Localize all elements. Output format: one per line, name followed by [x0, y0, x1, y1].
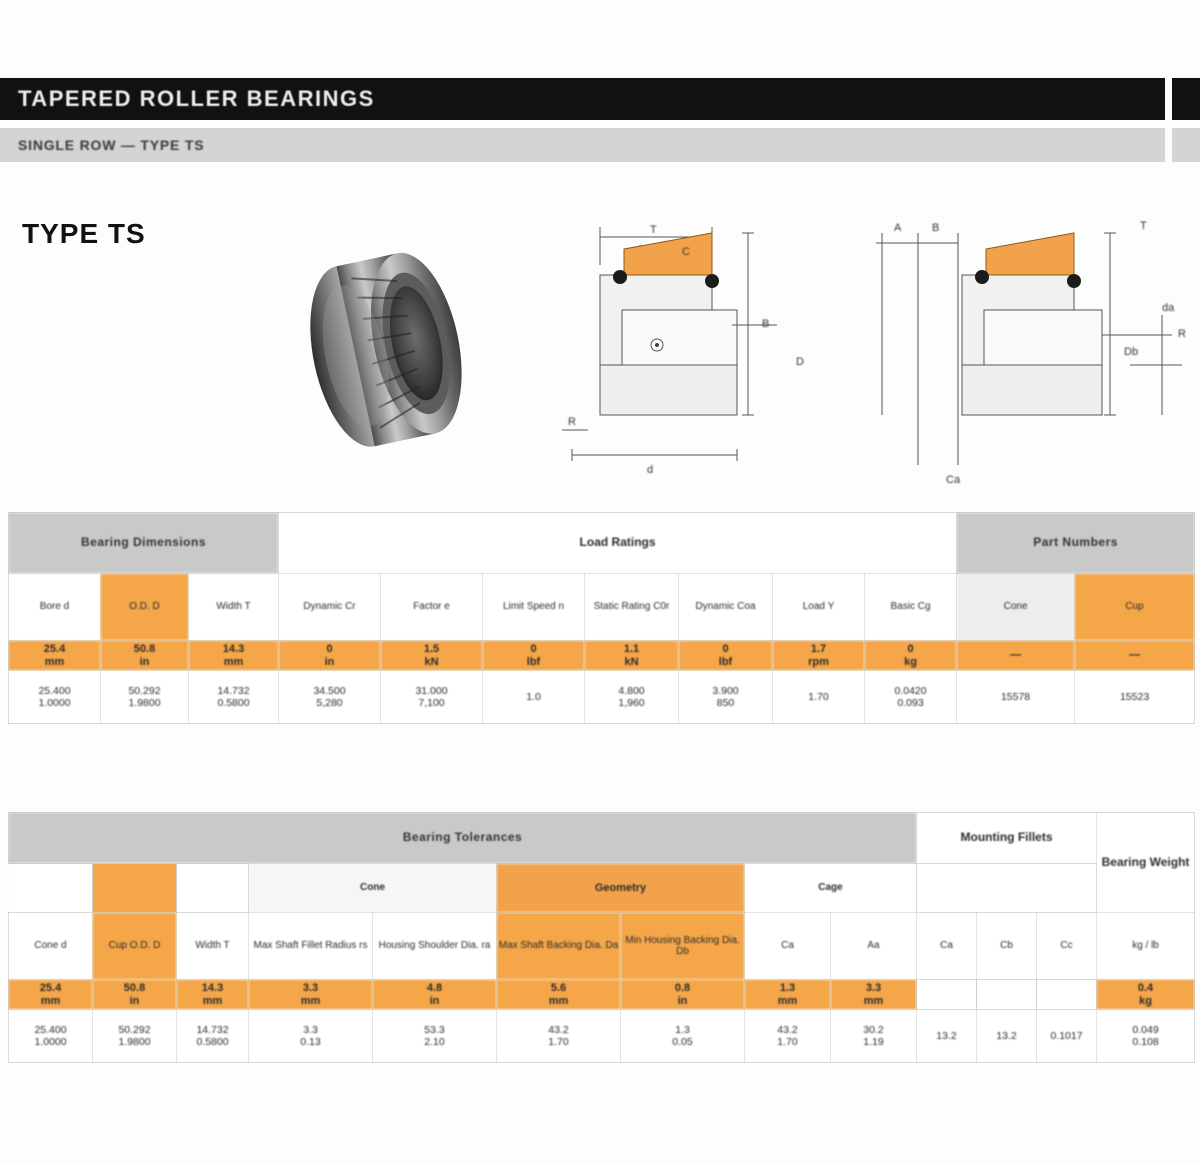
cell-cage-aa: 30.2 1.19	[831, 1010, 917, 1063]
col-header-min-housing-backing: Min Housing Backing Dia. Db	[621, 913, 745, 980]
units-spacer	[977, 980, 1037, 1010]
units-cell: 1.1 kN	[585, 641, 679, 671]
units-cell: 4.8 in	[373, 980, 497, 1010]
svg-text:R: R	[1178, 328, 1186, 340]
table-tolerances-subgroup-header-row	[9, 864, 1195, 913]
table-tolerances-column-header-row	[9, 913, 1195, 980]
col-header-fillet-cc: Cc	[1037, 913, 1097, 980]
table-tolerances-group-header-row	[9, 813, 1195, 864]
svg-text:T: T	[1140, 220, 1147, 232]
col-header-bore: Bore d	[9, 574, 101, 641]
units-cell: 1.7 rpm	[773, 641, 865, 671]
units-cell: 5.6 mm	[497, 980, 621, 1010]
cell-cup-od: 50.292 1.9800	[93, 1010, 177, 1063]
page-subheader-bar	[0, 128, 1165, 162]
table-dimensions-column-header-row	[9, 574, 1195, 641]
units-cell: 50.8 in	[101, 641, 189, 671]
spacer-cell	[9, 864, 93, 913]
units-cell: 0 lbf	[483, 641, 585, 671]
col-header-static-rating: Static Rating C0r	[585, 574, 679, 641]
col-header-max-shaft-backing: Max Shaft Backing Dia. Da	[497, 913, 621, 980]
cell-max-shaft-fillet: 3.3 0.13	[249, 1010, 373, 1063]
cell-max-shaft-backing: 43.2 1.70	[497, 1010, 621, 1063]
cell-width: 14.732 0.5800	[189, 671, 279, 724]
subgroup-spacer-orange	[93, 864, 177, 913]
page-subheader-bar-edge	[1172, 128, 1200, 162]
cell-static-rating: 4.800 1,960	[585, 671, 679, 724]
col-header-max-shaft-fillet: Max Shaft Fillet Radius rs	[249, 913, 373, 980]
units-cell: 14.3 mm	[177, 980, 249, 1010]
units-cell: 3.3 mm	[831, 980, 917, 1010]
col-header-cone: Cone	[957, 574, 1075, 641]
units-cell: 3.3 mm	[249, 980, 373, 1010]
table-tolerances-units-row	[9, 980, 1195, 1010]
group-header-tolerances: Bearing Tolerances	[9, 813, 917, 864]
cell-bore: 25.400 1.0000	[9, 671, 101, 724]
cell-tol-width: 14.732 0.5800	[177, 1010, 249, 1063]
svg-text:T: T	[650, 224, 657, 236]
col-header-cage-ca: Ca	[745, 913, 831, 980]
cell-limit-speed: 1.0	[483, 671, 585, 724]
col-header-od: O.D. D	[101, 574, 189, 641]
cell-cage-ca: 43.2 1.70	[745, 1010, 831, 1063]
page-header-bar-edge	[1172, 78, 1200, 120]
units-cell: 0 kg	[865, 641, 957, 671]
col-header-cup-od: Cup O.D. D	[93, 913, 177, 980]
svg-text:d: d	[647, 464, 654, 476]
svg-text:Ca: Ca	[946, 474, 961, 486]
spacer-cell-2	[177, 864, 249, 913]
col-header-housing-shoulder: Housing Shoulder Dia. ra	[373, 913, 497, 980]
page-title: TAPERED ROLLER BEARINGS	[18, 86, 375, 111]
col-header-basic-cg: Basic Cg	[865, 574, 957, 641]
svg-text:B: B	[932, 222, 940, 234]
group-header-mounting-fillets: Mounting Fillets	[917, 813, 1097, 864]
table-dimensions-group-header-row	[9, 513, 1195, 574]
svg-text:D: D	[796, 356, 804, 368]
subgroup-header-geometry: Geometry	[497, 864, 745, 913]
svg-text:R: R	[568, 416, 576, 428]
svg-text:Db: Db	[1124, 346, 1139, 358]
table-row	[9, 1010, 1195, 1063]
group-header-load-ratings: Load Ratings	[279, 513, 957, 574]
units-cell: 0 lbf	[679, 641, 773, 671]
cell-cone-d: 25.400 1.0000	[9, 1010, 93, 1063]
cell-fillet-cb: 13.2	[977, 1010, 1037, 1063]
col-header-cone-d: Cone d	[9, 913, 93, 980]
bearing-cross-section-drawing	[552, 215, 852, 490]
table-bearing-dimensions	[8, 512, 1195, 724]
subgroup-header-cone: Cone	[249, 864, 497, 913]
svg-text:C: C	[682, 246, 690, 258]
units-cell: 0 in	[279, 641, 381, 671]
col-header-cup: Cup	[1075, 574, 1195, 641]
page-subtitle: SINGLE ROW — TYPE TS	[18, 137, 205, 153]
col-header-factor: Factor e	[381, 574, 483, 641]
svg-text:da: da	[1162, 302, 1175, 314]
cell-basic-cg: 0.0420 0.093	[865, 671, 957, 724]
cell-weight: 0.049 0.108	[1097, 1010, 1195, 1063]
cell-factor: 31.000 7,100	[381, 671, 483, 724]
page-header-bar	[0, 78, 1165, 120]
col-header-weight: kg / lb	[1097, 913, 1195, 980]
units-spacer	[917, 980, 977, 1010]
units-cell: 0.4 kg	[1097, 980, 1195, 1010]
group-header-part-numbers: Part Numbers	[957, 513, 1195, 574]
units-cell: 50.8 in	[93, 980, 177, 1010]
col-header-load-y: Load Y	[773, 574, 865, 641]
col-header-dynamic-coa: Dynamic Coa	[679, 574, 773, 641]
cell-load-y: 1.70	[773, 671, 865, 724]
table-dimensions-units-row	[9, 641, 1195, 671]
col-header-cage-aa: Aa	[831, 913, 917, 980]
cell-dynamic-coa: 3.900 850	[679, 671, 773, 724]
col-header-tol-width: Width T	[177, 913, 249, 980]
cell-housing-shoulder: 53.3 2.10	[373, 1010, 497, 1063]
units-cell: —	[957, 641, 1075, 671]
units-cell: 1.3 mm	[745, 980, 831, 1010]
col-header-dynamic: Dynamic Cr	[279, 574, 381, 641]
units-cell: 14.3 mm	[189, 641, 279, 671]
subgroup-header-cage: Cage	[745, 864, 917, 913]
cell-min-housing-backing: 1.3 0.05	[621, 1010, 745, 1063]
cell-od: 50.292 1.9800	[101, 671, 189, 724]
cell-cup-part-number: 15523	[1075, 671, 1195, 724]
bearing-mounting-dimensions-drawing	[862, 215, 1192, 490]
cell-dynamic: 34.500 5,280	[279, 671, 381, 724]
units-cell: 25.4 mm	[9, 641, 101, 671]
units-spacer	[1037, 980, 1097, 1010]
col-header-fillet-cb: Cb	[977, 913, 1037, 980]
col-header-fillet-ca: Ca	[917, 913, 977, 980]
col-header-limit-speed: Limit Speed n	[483, 574, 585, 641]
units-cell: —	[1075, 641, 1195, 671]
cell-fillet-ca: 13.2	[917, 1010, 977, 1063]
table-row	[9, 671, 1195, 724]
group-header-dimensions: Bearing Dimensions	[9, 513, 279, 574]
cell-cone-part-number: 15578	[957, 671, 1075, 724]
svg-text:B: B	[762, 318, 770, 330]
subgroup-spacer-fillets	[917, 864, 1097, 913]
units-cell: 1.5 kN	[381, 641, 483, 671]
group-header-bearing-weight: Bearing Weight	[1097, 813, 1195, 913]
col-header-width: Width T	[189, 574, 279, 641]
bearing-type-label: TYPE TS	[22, 218, 146, 249]
units-cell: 0.8 in	[621, 980, 745, 1010]
svg-text:A: A	[894, 222, 902, 234]
cell-fillet-cc: 0.1017	[1037, 1010, 1097, 1063]
tapered-roller-bearing-photo	[295, 215, 475, 485]
units-cell: 25.4 mm	[9, 980, 93, 1010]
table-bearing-tolerances	[8, 812, 1195, 1063]
